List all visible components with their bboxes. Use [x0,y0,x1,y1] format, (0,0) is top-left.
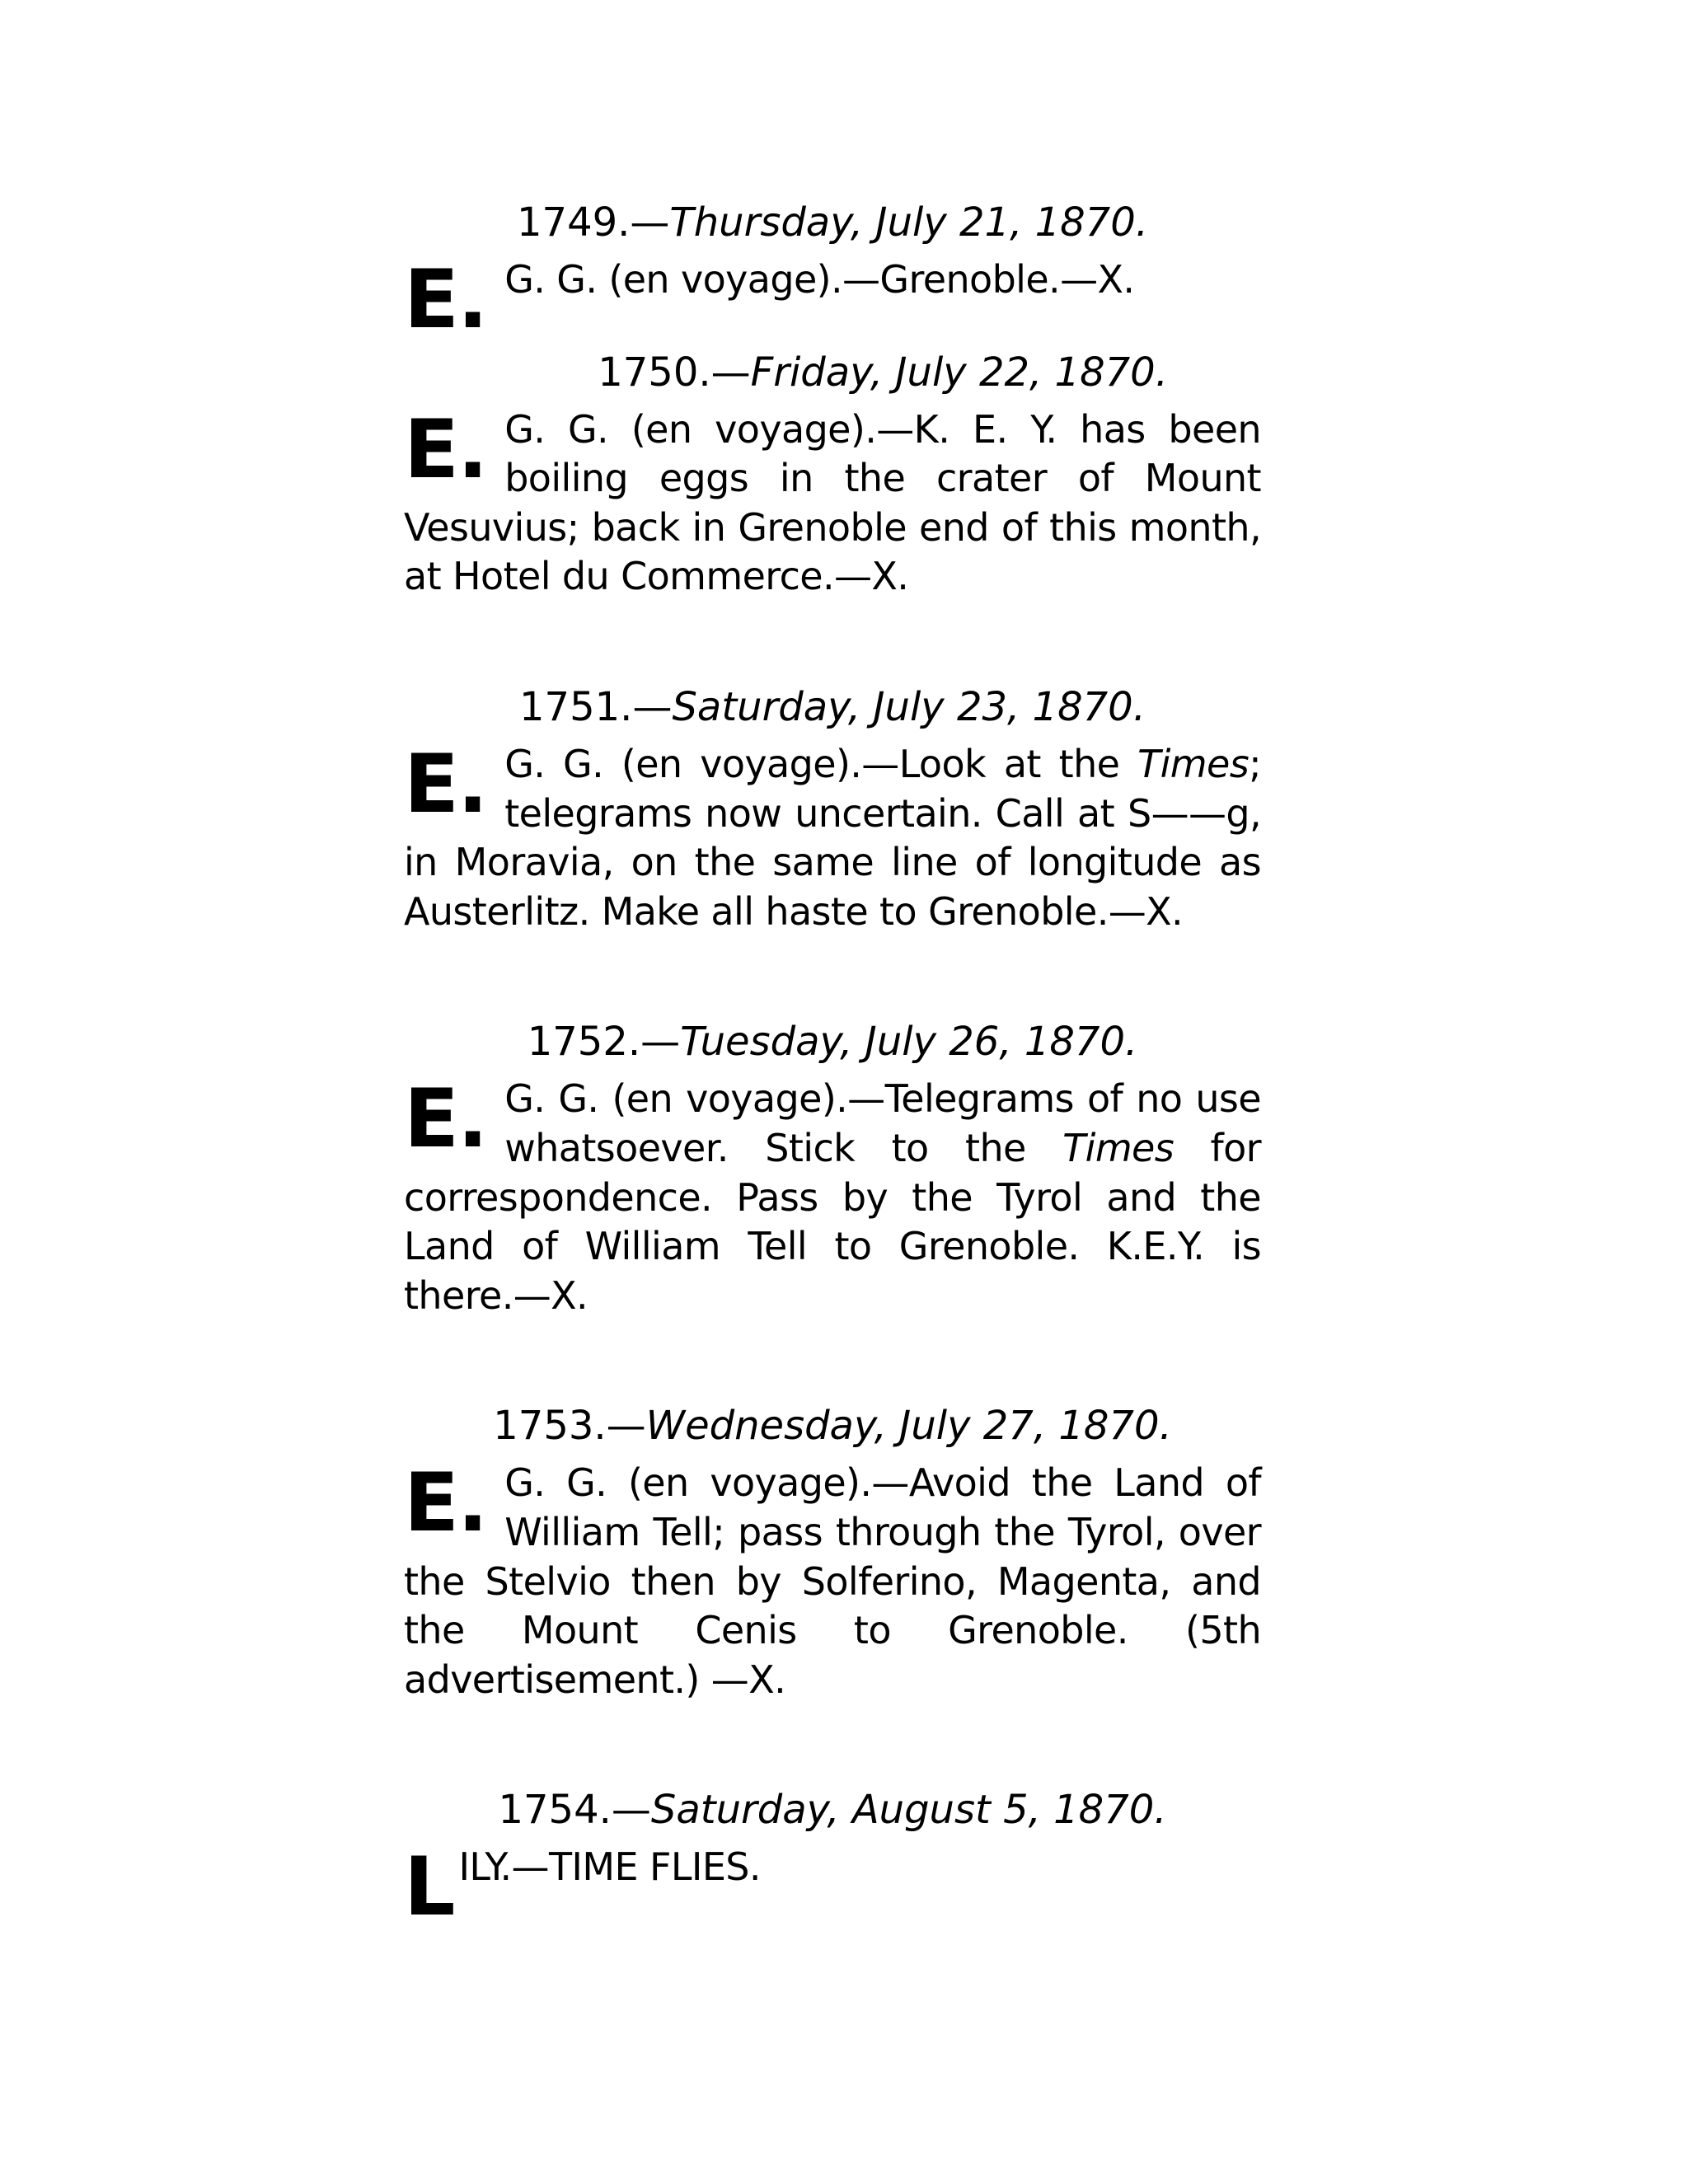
drop-cap: E. [404,402,487,497]
entry-text: G. G. (en voyage).—K. E. Y. has been boiling eggs in the crater of Mount Vesuvius; back in Grenoble end of this month, at Hotel du Commerce.—X. [404,406,1261,599]
entry-heading [404,348,1261,397]
entry-date: Tuesday, July 26, 1870. [680,1019,1138,1066]
entry-number: 1751. [519,683,633,730]
entry-dash: — [710,349,751,396]
entry-text: ILY.—TIME FLIES. [458,1844,761,1890]
entry-heading [404,1401,1261,1451]
entry-date: Friday, July 22, 1870. [750,349,1168,396]
drop-cap: L [404,1840,454,1935]
entry-dash: — [611,1787,651,1834]
entry-number: 1752. [527,1019,641,1066]
entry-body [404,253,1261,347]
entry-number: 1753. [493,1403,607,1450]
entry-1751 [404,682,1261,936]
entry-date: Thursday, July 21, 1870. [669,199,1148,246]
entry-date: Saturday, July 23, 1870. [672,683,1146,730]
entry-dash: — [640,1019,681,1066]
entry-heading [404,1785,1261,1835]
entry-number: 1750. [598,349,711,396]
entry-body [404,1072,1261,1320]
entry-body [404,1840,1261,1935]
entry-date: Wednesday, July 27, 1870. [645,1403,1172,1450]
entry-heading [404,198,1261,247]
page-content [404,198,1261,1937]
newspaper-title: Times [1062,1125,1175,1170]
drop-cap: E. [404,1456,487,1551]
newspaper-title: Times [1137,741,1250,786]
entry-text: G. G. (en voyage).—Look at the [504,741,1138,786]
entry-dash: — [606,1403,646,1450]
entry-1753 [404,1401,1261,1704]
entry-text: G. G. (en voyage).—Telegrams of no use whatsoever. Stick to the [504,1076,1261,1170]
entry-dash: — [632,683,673,730]
entry-date: Saturday, August 5, 1870. [650,1787,1167,1834]
drop-cap: E. [404,737,487,832]
entry-1754 [404,1785,1261,1935]
entry-body [404,402,1261,602]
entry-heading [404,1017,1261,1066]
entry-text: G. G. (en voyage).—Avoid the Land of William Tell; pass through the Tyrol, over the Stelvio then by Solferino, Magenta, and the Mount Cenis to Grenoble. (5th advertisement.) —X. [404,1460,1261,1702]
entry-text: for correspondence. Pass by the Tyrol and the Land of William Tell to Grenoble. K.E.Y. is there.—X. [404,1125,1261,1318]
entry-body [404,737,1261,936]
entry-heading [404,682,1261,732]
entry-number: 1754. [498,1787,612,1834]
entry-1749 [404,198,1261,347]
entry-1752 [404,1017,1261,1320]
entry-1750 [404,348,1261,602]
drop-cap: E. [404,1072,487,1167]
entry-number: 1749. [517,199,631,246]
entry-text: ; telegrams now uncertain. Call at S——g, in Moravia, on the same line of longitude as Austerlitz. Make all haste to Grenoble.—X. [404,741,1261,934]
entry-body [404,1456,1261,1704]
drop-cap: E. [404,253,487,347]
entry-text: G. G. (en voyage).—Grenoble.—X. [504,257,1135,302]
entry-dash: — [630,199,670,246]
